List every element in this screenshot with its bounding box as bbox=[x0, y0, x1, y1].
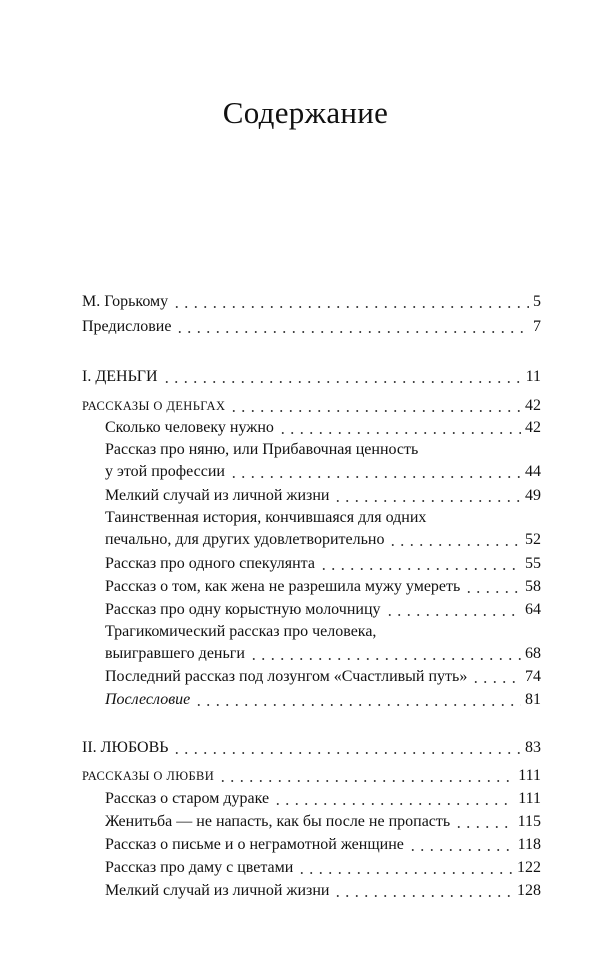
entry-title: Рассказ про няню, или Прибавочная ценность bbox=[105, 441, 419, 458]
leader-dots bbox=[385, 614, 522, 616]
leader-dots bbox=[175, 331, 529, 333]
entry-page: 115 bbox=[517, 813, 541, 830]
leader-dots bbox=[194, 704, 521, 706]
leader-dots bbox=[388, 544, 521, 546]
leader-dots bbox=[278, 432, 521, 434]
entry-title: РАССКАЗЫ О ДЕНЬГАХ bbox=[82, 399, 226, 413]
toc-entry-multiline bbox=[105, 439, 541, 483]
leader-dots bbox=[297, 872, 513, 874]
leader-dots bbox=[471, 681, 521, 683]
page-title: Содержание bbox=[222, 95, 389, 130]
entry-page: 74 bbox=[525, 668, 541, 685]
entry-title-cont: выигравшего деньги bbox=[105, 645, 245, 662]
entry-title: II. ЛЮБОВЬ bbox=[82, 739, 169, 756]
entry-line-2 bbox=[105, 461, 541, 483]
entry-page: 111 bbox=[518, 790, 541, 807]
entry-title: Рассказ о письме и о неграмотной женщине bbox=[105, 836, 404, 853]
entry-title: Мелкий случай из личной жизни bbox=[105, 487, 330, 504]
leader-dots bbox=[162, 381, 522, 383]
entry-page: 49 bbox=[525, 487, 541, 504]
entry-page: 128 bbox=[517, 882, 541, 899]
toc-entry bbox=[105, 689, 541, 711]
entry-page: 55 bbox=[525, 555, 541, 572]
entry-page: 81 bbox=[525, 691, 541, 708]
leader-dots bbox=[333, 895, 513, 897]
entry-page: 11 bbox=[525, 368, 541, 385]
entry-page: 68 bbox=[525, 645, 541, 662]
toc-entry bbox=[105, 788, 541, 810]
entry-line-2 bbox=[105, 643, 541, 665]
leader-dots bbox=[273, 803, 514, 805]
entry-page: 83 bbox=[525, 739, 541, 756]
entry-page: 42 bbox=[525, 397, 541, 414]
toc-entry bbox=[105, 811, 541, 833]
leader-dots bbox=[229, 410, 521, 412]
subsection-entry bbox=[82, 765, 541, 787]
entry-title-cont: у этой профессии bbox=[105, 463, 225, 480]
entry-page: 122 bbox=[517, 859, 541, 876]
leader-dots bbox=[464, 591, 521, 593]
entry-title: М. Горькому bbox=[82, 293, 169, 310]
entry-title: Мелкий случай из личной жизни bbox=[105, 882, 330, 899]
entry-title: Рассказ о том, как жена не разрешила мужу умереть bbox=[105, 578, 461, 595]
entry-title: Таинственная история, кончившаяся для одних bbox=[105, 509, 427, 526]
entry-title: Рассказ про даму с цветами bbox=[105, 859, 294, 876]
entry-title: Рассказ про одного спекулянта bbox=[105, 555, 315, 572]
entry-title: Трагикомический рассказ про человека, bbox=[105, 623, 377, 640]
entry-title: Сколько человеку нужно bbox=[105, 419, 274, 436]
toc-entry bbox=[82, 291, 541, 313]
entry-title: Предисловие bbox=[82, 318, 172, 335]
entry-page: 5 bbox=[533, 293, 541, 310]
leader-dots bbox=[319, 568, 521, 570]
entry-page: 118 bbox=[517, 836, 541, 853]
entry-page: 64 bbox=[525, 601, 541, 618]
toc-entry bbox=[105, 880, 541, 902]
toc-entry bbox=[105, 857, 541, 879]
toc-entry-multiline bbox=[105, 621, 541, 665]
toc-entry bbox=[105, 576, 541, 598]
leader-dots bbox=[229, 476, 521, 478]
entry-page: 42 bbox=[525, 419, 541, 436]
section-entry bbox=[82, 737, 541, 759]
entry-title: РАССКАЗЫ О ЛЮБВИ bbox=[82, 769, 215, 783]
leader-dots bbox=[408, 849, 514, 851]
entry-title: I. ДЕНЬГИ bbox=[82, 368, 158, 385]
entry-title-cont: печально, для других удовлетворительно bbox=[105, 531, 385, 548]
entry-page: 111 bbox=[518, 767, 541, 784]
toc-entry bbox=[82, 316, 541, 338]
entry-line-1 bbox=[105, 621, 541, 643]
leader-dots bbox=[333, 500, 521, 502]
leader-dots bbox=[218, 780, 514, 782]
toc-entry bbox=[105, 553, 541, 575]
toc-entry bbox=[105, 417, 541, 439]
toc-entry bbox=[105, 485, 541, 507]
toc-entry bbox=[105, 599, 541, 621]
leader-dots bbox=[172, 306, 529, 308]
entry-title: Рассказ о старом дураке bbox=[105, 790, 270, 807]
subsection-entry bbox=[82, 395, 541, 417]
entry-title: Рассказ про одну корыстную молочницу bbox=[105, 601, 381, 618]
section-entry bbox=[82, 366, 541, 388]
toc-entry bbox=[105, 666, 541, 688]
leader-dots bbox=[454, 826, 513, 828]
entry-page: 52 bbox=[525, 531, 541, 548]
entry-page: 7 bbox=[533, 318, 541, 335]
entry-line-1 bbox=[105, 439, 541, 461]
toc-entry bbox=[105, 834, 541, 856]
entry-line-1 bbox=[105, 507, 541, 529]
leader-dots bbox=[249, 658, 521, 660]
entry-line-2 bbox=[105, 529, 541, 551]
entry-title: Последний рассказ под лозунгом «Счастливый путь» bbox=[105, 668, 468, 685]
leader-dots bbox=[172, 752, 521, 754]
entry-page: 58 bbox=[525, 578, 541, 595]
entry-page: 44 bbox=[525, 463, 541, 480]
toc-entry-multiline bbox=[105, 507, 541, 551]
entry-title: Послесловие bbox=[105, 691, 191, 708]
entry-title: Женитьба — не напасть, как бы после не пропасть bbox=[105, 813, 451, 830]
